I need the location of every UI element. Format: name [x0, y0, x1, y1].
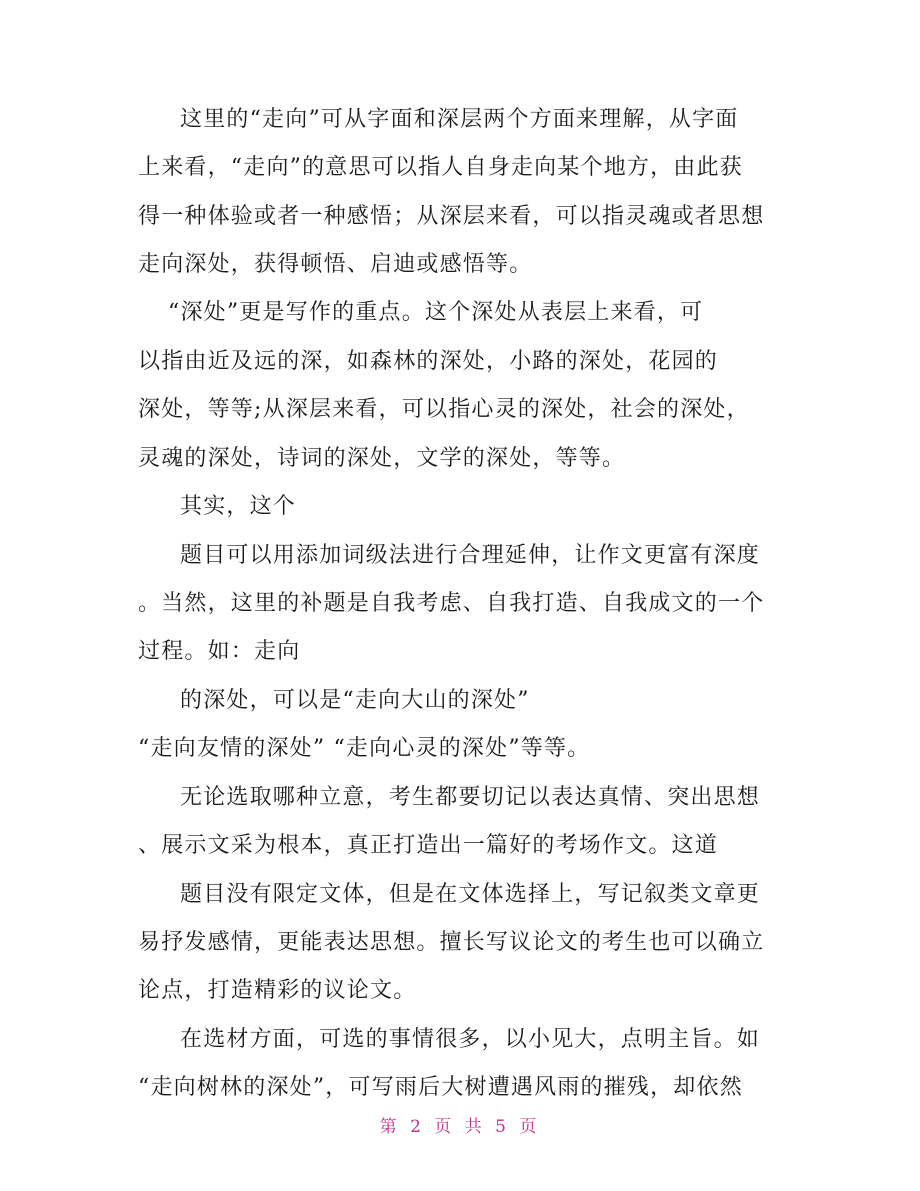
text-line: 以指由近及远的深，如森林的深处，小路的深处，花园的 — [138, 349, 719, 374]
text-line: 上来看，“走向”的意思可以指人自身走向某个地方，由此获 — [138, 155, 743, 180]
text-line: 深处，等等;从深层来看，可以指心灵的深处，社会的深处， — [138, 397, 750, 422]
text-line: 灵魂的深处，诗词的深处，文学的深处，等等。 — [138, 446, 626, 471]
text-line: “走向树林的深处”，可写雨后大树遭遇风雨的摧残，却依然 — [138, 1075, 743, 1100]
text-line: 题目可以用添加词级法进行合理延伸，让作文更富有深度 — [180, 543, 761, 568]
text-line: 得一种体验或者一种感悟；从深层来看，可以指灵魂或者思想 — [138, 204, 765, 229]
text-line: 论点，打造精彩的议论文。 — [138, 978, 417, 1003]
text-line: 这里的“走向”可从字面和深层两个方面来理解，从字面 — [180, 107, 739, 132]
text-line: 过程。如：走向 — [138, 639, 301, 664]
text-line: 其实，这个 — [180, 494, 297, 519]
text-line: 的深处，可以是“走向大山的深处” — [180, 688, 530, 713]
text-line: 。当然，这里的补题是自我考虑、自我打造、自我成文的一个 — [138, 591, 765, 616]
text-line: 走向深处，获得顿悟、启迪或感悟等。 — [138, 252, 533, 277]
page-number-footer: 第 2 页 共 5 页 — [379, 1117, 541, 1137]
text-line: 、展示文采为根本，真正打造出一篇好的考场作文。这道 — [138, 833, 719, 858]
text-line: “走向友情的深处” “走向心灵的深处”等等。 — [138, 736, 591, 761]
text-line: “深处”更是写作的重点。这个深处从表层上来看，可 — [168, 300, 704, 325]
text-line: 题目没有限定文体，但是在文体选择上，写记叙类文章更 — [180, 882, 761, 907]
text-line: 易抒发感情，更能表达思想。擅长写议论文的考生也可以确立 — [138, 930, 765, 955]
text-line: 无论选取哪种立意，考生都要切记以表达真情、突出思想 — [180, 785, 761, 810]
text-line: 在选材方面，可选的事情很多，以小见大，点明主旨。如 — [180, 1027, 761, 1052]
